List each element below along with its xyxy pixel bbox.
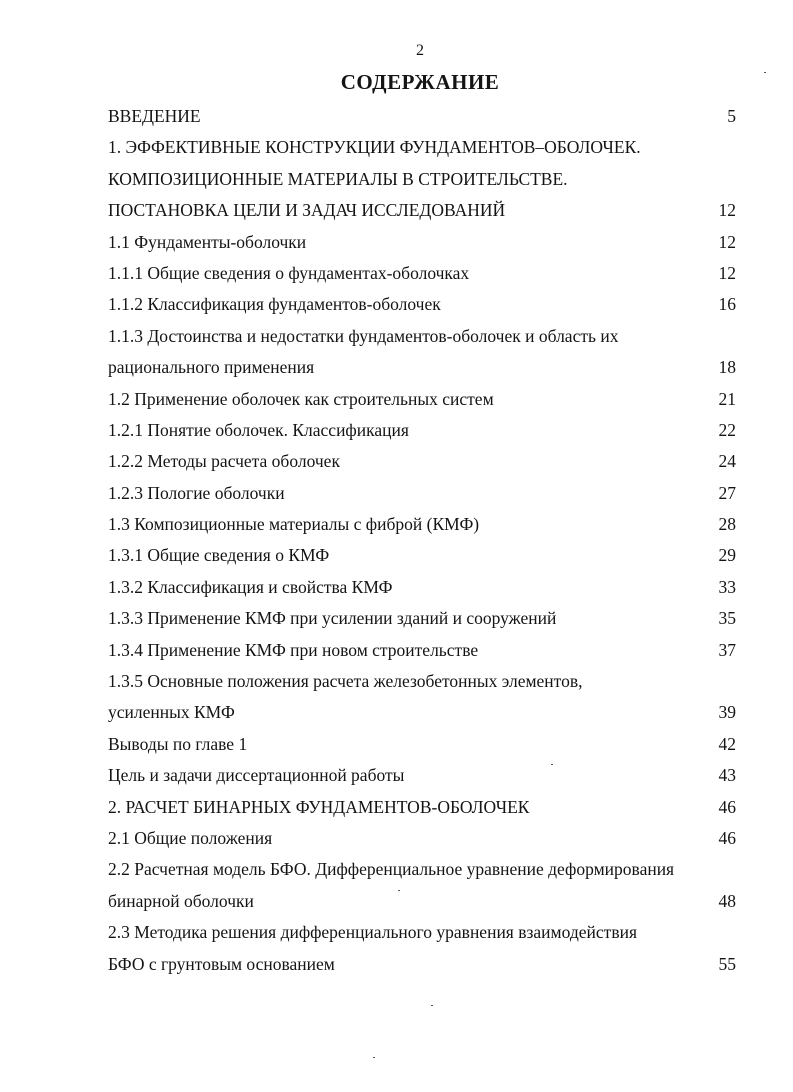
toc-entry-line (108, 729, 736, 760)
toc-entry-page-number: 48 (718, 890, 736, 911)
toc-entry-line (108, 352, 736, 383)
toc-entry-text: 1.3.4 Применение КМФ при новом строительстве (108, 639, 479, 660)
toc-entry-page-number: 12 (718, 231, 736, 252)
toc-entry-text: 1.3.1 Общие сведения о КМФ (108, 545, 330, 566)
toc-entry-page-number: 37 (718, 639, 736, 660)
toc-entry-line (108, 635, 736, 666)
toc-entry-page-number: 21 (718, 388, 736, 409)
toc-entry-line (108, 792, 736, 823)
toc-entry-page-number: 16 (718, 294, 736, 315)
toc-entry-page-number: 35 (718, 608, 736, 629)
toc-entry-line (108, 384, 736, 415)
toc-entry-text: 1.1 Фундаменты-оболочки (108, 231, 307, 252)
toc-entry-line (108, 164, 736, 195)
toc-entry-text: 1.3.2 Классификация и свойства КМФ (108, 576, 393, 597)
toc-entry-page-number: 39 (718, 702, 736, 723)
toc-entry-page-number: 33 (718, 576, 736, 597)
toc-entry-text: 1.2.3 Пологие оболочки (108, 482, 285, 503)
toc-entry-text: 1.1.2 Классификация фундаментов-оболочек (108, 294, 441, 315)
toc-entry-page-number: 27 (718, 482, 736, 503)
toc-entry-page-number: 5 (727, 106, 736, 126)
toc-entry-text: 1.2.1 Понятие оболочек. Классификация (108, 419, 409, 440)
toc-entry-text: 1.1.3 Достоинства и недостатки фундаментов-оболочек и область их (108, 325, 619, 346)
toc-entry-text: 1.2.2 Методы расчета оболочек (108, 451, 340, 472)
toc-entry-line (108, 540, 736, 571)
toc-entry-page-number: 28 (718, 514, 736, 535)
toc-entry-text: Выводы по главе 1 (108, 733, 248, 754)
toc-entry-line (108, 227, 736, 258)
toc-entry-line (108, 509, 736, 540)
toc-entry-text: БФО с грунтовым основанием (108, 953, 335, 974)
toc-entry-page-number: 42 (718, 733, 736, 754)
toc-entry-page-number: 18 (718, 357, 736, 378)
toc-entry-text: КОМПОЗИЦИОННЫЕ МАТЕРИАЛЫ В СТРОИТЕЛЬСТВЕ. (108, 168, 568, 189)
toc-entry-page-number: 12 (718, 262, 736, 283)
toc-entry-text: 2.3 Методика решения дифференциального уравнения взаимодействия (108, 922, 637, 943)
toc-entry-line (108, 886, 736, 917)
toc-entry-page-number: 12 (718, 200, 736, 221)
toc-entry-line (108, 603, 736, 634)
toc-entry-line (108, 289, 736, 320)
toc-entry-line (108, 666, 736, 697)
toc-entry-line (108, 321, 736, 352)
toc-entry-line (108, 760, 736, 791)
toc-entry-page-number: 46 (718, 796, 736, 817)
scan-speck (373, 1057, 375, 1058)
scan-speck (764, 72, 766, 73)
toc-entry-line (108, 258, 736, 289)
toc-entry-line (108, 949, 736, 980)
toc-entry-page-number: 55 (718, 953, 736, 974)
toc-entry-text: 1.3 Композиционные материалы с фиброй (КМФ) (108, 514, 480, 535)
toc-entry-text: 1.3.3 Применение КМФ при усилении зданий и сооружений (108, 608, 557, 629)
toc-entry-text: 2. РАСЧЕТ БИНАРНЫХ ФУНДАМЕНТОВ-ОБОЛОЧЕК (108, 796, 530, 817)
toc-entry-page-number: 29 (718, 545, 736, 566)
toc-entry-text: 2.2 Расчетная модель БФО. Дифференциальное уравнение деформирования (108, 859, 675, 880)
toc-entry-page-number: 22 (718, 419, 736, 440)
toc-entry-text: рационального применения (108, 357, 315, 378)
toc-entry-page-number: 24 (718, 451, 736, 472)
toc-entry-text: Цель и задачи диссертационной работы (108, 765, 405, 786)
toc-entry-page-number: 43 (718, 765, 736, 786)
scan-speck (398, 890, 400, 891)
toc-entry-text: 2.1 Общие положения (108, 827, 273, 848)
toc-entry-line (108, 446, 736, 477)
toc-entry-text: ПОСТАНОВКА ЦЕЛИ И ЗАДАЧ ИССЛЕДОВАНИЙ (108, 200, 506, 221)
scan-speck (551, 764, 553, 765)
toc-entry-line (108, 415, 736, 446)
toc-entry-line (108, 572, 736, 603)
toc-entry-line (108, 195, 736, 226)
toc-entry-line (108, 478, 736, 509)
table-of-contents (108, 101, 736, 980)
toc-entry-line (108, 823, 736, 854)
page-title: СОДЕРЖАНИЕ (340, 70, 500, 94)
toc-entry-line (108, 917, 736, 948)
toc-entry-line (108, 101, 736, 132)
toc-entry-text: бинарной оболочки (108, 890, 254, 911)
toc-entry-page-number: 46 (718, 827, 736, 848)
page-number: 2 (416, 42, 424, 59)
toc-entry-line (108, 697, 736, 728)
toc-entry-text: 1.1.1 Общие сведения о фундаментах-оболочках (108, 262, 470, 283)
toc-entry-text: 1.2 Применение оболочек как строительных систем (108, 388, 494, 409)
toc-entry-text: 1. ЭФФЕКТИВНЫЕ КОНСТРУКЦИИ ФУНДАМЕНТОВ–ОБОЛОЧЕК. (108, 137, 641, 158)
toc-entry-line (108, 854, 736, 885)
toc-entry-line (108, 132, 736, 163)
toc-entry-text: усиленных КМФ (108, 702, 235, 723)
toc-entry-text: ВВЕДЕНИЕ (108, 106, 201, 126)
toc-entry-text: 1.3.5 Основные положения расчета железобетонных элементов, (108, 671, 583, 692)
scan-speck (431, 1005, 433, 1006)
